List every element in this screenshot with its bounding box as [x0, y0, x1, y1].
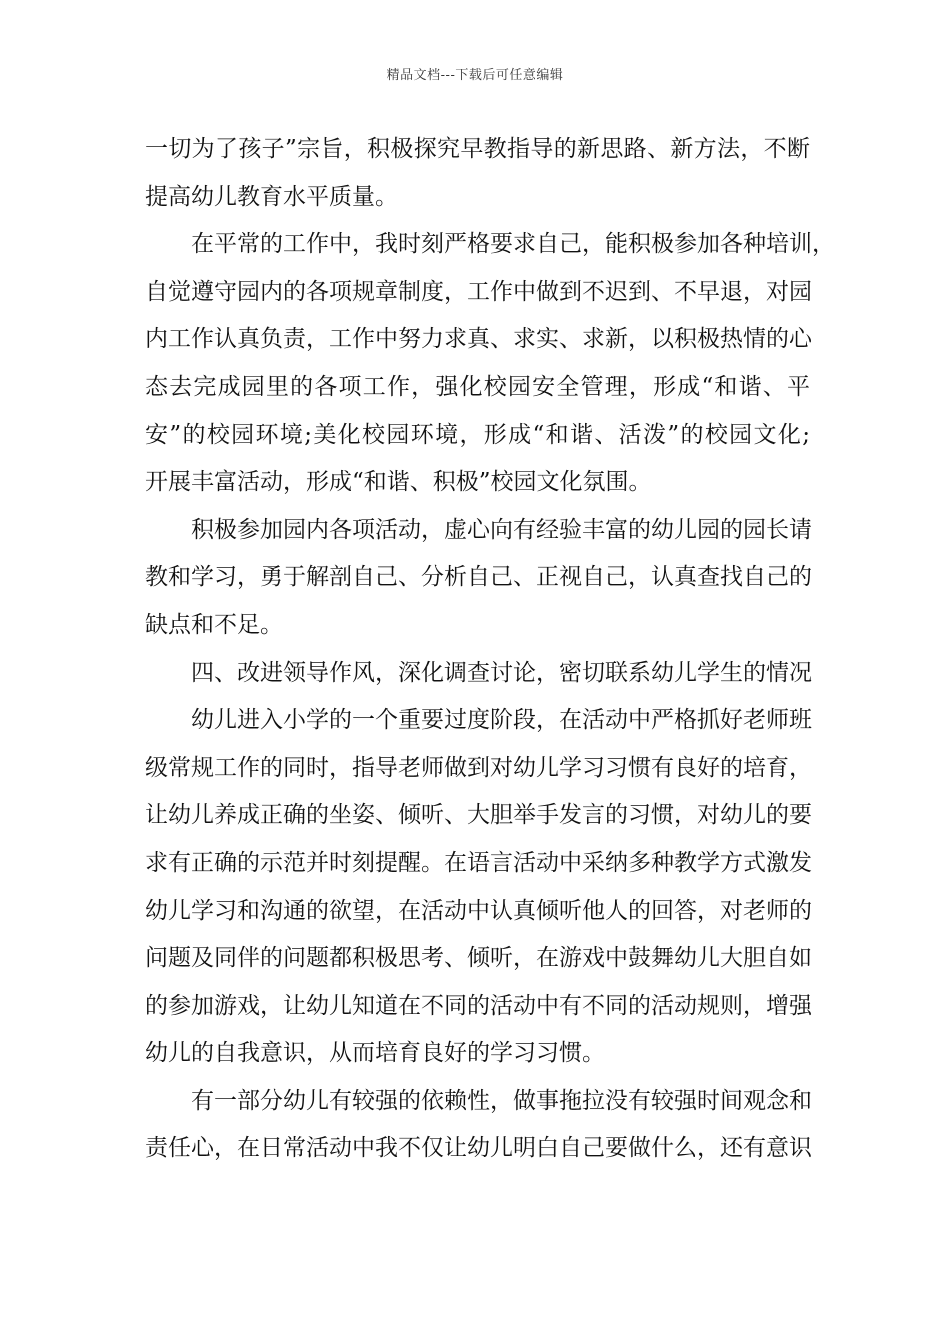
text-line: 安”的校园环境;美化校园环境，形成“和谐、活泼”的校园文化;	[145, 421, 810, 448]
text-line: 级常规工作的同时，指导老师做到对幼儿学习习惯有良好的培育，	[145, 754, 812, 781]
document-body	[145, 126, 835, 1173]
text-line: 幼儿的自我意识，从而培育良好的学习习惯。	[145, 1040, 605, 1067]
text-line: 提高幼儿教育水平质量。	[145, 183, 398, 210]
text-line: 教和学习，勇于解剖自己、分析自己、正视自己，认真查找自己的	[145, 564, 812, 591]
text-line: 开展丰富活动，形成“和谐、积极”校园文化氛围。	[145, 469, 652, 496]
text-line: 缺点和不足。	[145, 611, 283, 638]
text-line: 内工作认真负责，工作中努力求真、求实、求新，以积极热情的心	[145, 326, 812, 353]
text-line: 的参加游戏，让幼儿知道在不同的活动中有不同的活动规则，增强	[145, 992, 812, 1019]
paragraph-start-line: 在平常的工作中，我时刻严格要求自己，能积极参加各种培训，	[191, 231, 835, 258]
text-line: 责任心，在日常活动中我不仅让幼儿明白自己要做什么，还有意识	[145, 1135, 812, 1162]
text-line: 一切为了孩子”宗旨，积极探究早教指导的新思路、新方法，不断	[145, 136, 810, 162]
text-line: 幼儿学习和沟通的欲望，在活动中认真倾听他人的回答，对老师的	[145, 897, 812, 924]
text-line: 问题及同伴的问题都积极思考、倾听，在游戏中鼓舞幼儿大胆自如	[145, 945, 812, 972]
page-header: 精品文档---下载后可任意编辑	[386, 68, 564, 83]
paragraph-start-line: 幼儿进入小学的一个重要过度阶段，在活动中严格抓好老师班	[191, 707, 812, 734]
text-line: 自觉遵守园内的各项规章制度，工作中做到不迟到、不早退，对园	[145, 278, 812, 305]
text-line: 态去完成园里的各项工作，强化校园安全管理，形成“和谐、平	[145, 373, 810, 400]
paragraph-start-line: 积极参加园内各项活动，虚心向有经验丰富的幼儿园的园长请	[191, 516, 812, 543]
section-heading: 四、改进领导作风，深化调查讨论，密切联系幼儿学生的情况	[191, 659, 812, 686]
paragraph-start-line: 有一部分幼儿有较强的依赖性，做事拖拉没有较强时间观念和	[191, 1087, 812, 1114]
text-line: 让幼儿养成正确的坐姿、倾听、大胆举手发言的习惯，对幼儿的要	[145, 802, 812, 829]
text-line: 求有正确的示范并时刻提醒。在语言活动中采纳多种教学方式激发	[145, 849, 812, 876]
